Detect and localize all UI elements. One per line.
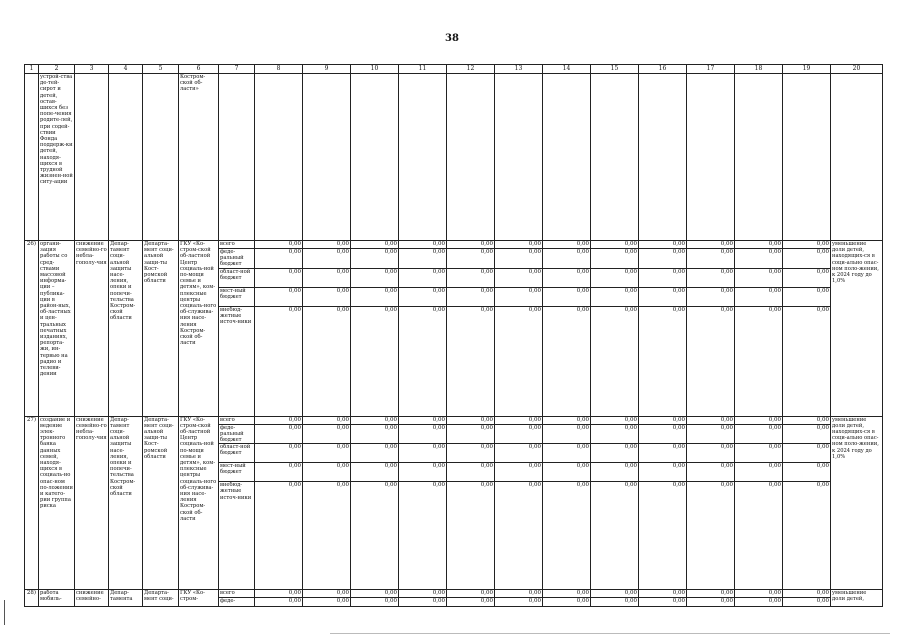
value-cell: 0,00 [255,241,303,249]
value-cell: 0,00 [495,463,543,482]
table-row [25,590,883,598]
value-cell: 0,00 [447,416,495,424]
value-cell: 0,00 [447,249,495,269]
value-cell: 0,00 [783,590,831,598]
value-cell: 0,00 [255,424,303,444]
value-cell: 0,00 [351,268,399,287]
value-cell: 0,00 [639,598,687,607]
value-cell: 0,00 [495,306,543,416]
header-cell: 8 [255,65,303,74]
value-cell: 0,00 [783,444,831,463]
value-cell: 0,00 [303,416,351,424]
value-cell: 0,00 [687,249,735,269]
value-cell: 0,00 [255,463,303,482]
value-cell: 0,00 [399,268,447,287]
result-cell: уменьшение доли детей, находящих-ся в соци-ально опас-ном поло-жении, к 2024 году до 1,0% [831,241,883,417]
header-cell: 17 [687,65,735,74]
value-cell: 0,00 [495,287,543,306]
coexecutor-cell: Департа-мент соци-альной защи-ты Кост-ромской области [143,241,179,417]
value-cell: 0,00 [543,241,591,249]
continuation-cell [75,74,109,241]
continuation-cell [639,74,687,241]
executor-cell: Депар-тамента [109,590,143,607]
header-cell: 1 [25,65,39,74]
value-cell: 0,00 [399,306,447,416]
value-cell: 0,00 [543,463,591,482]
header-cell: 11 [399,65,447,74]
funding-source-cell: всего [219,416,255,424]
value-cell: 0,00 [735,241,783,249]
header-cell: 3 [75,65,109,74]
value-cell: 0,00 [591,416,639,424]
organization-cell: ГКУ «Ко-стром-ской об-ластной Центр социаль-ной по-мощи семье и детям», ком-плексные центры социаль-ного об-служива-ния насе-ления Костром-ской об-ласти [179,241,219,417]
header-cell: 4 [109,65,143,74]
value-cell: 0,00 [687,241,735,249]
value-cell: 0,00 [351,249,399,269]
measures-table [24,64,883,607]
coexecutor-cell: Департа-мент соци- [143,590,179,607]
value-cell: 0,00 [447,598,495,607]
value-cell: 0,00 [495,416,543,424]
value-cell: 0,00 [303,444,351,463]
continuation-cell [255,74,303,241]
value-cell: 0,00 [687,268,735,287]
value-cell: 0,00 [399,590,447,598]
value-cell: 0,00 [255,482,303,590]
value-cell: 0,00 [591,424,639,444]
value-cell: 0,00 [735,268,783,287]
value-cell: 0,00 [447,306,495,416]
value-cell: 0,00 [591,463,639,482]
event-cell: органи-зация работы со сред-ствами массовой информа-ции – публика-ции в район-ных, об-ластных и цен-тральных печатных изданиях, репорта-жи, ин-тервью на радио и телеви-дении [39,241,75,417]
scan-margin-mark [4,600,5,625]
value-cell: 0,00 [591,287,639,306]
value-cell: 0,00 [591,598,639,607]
funding-source-cell: внебюд-жетные источ-ники [219,482,255,590]
funding-source-cell: всего [219,241,255,249]
event-cell: создание и ведение элек-тронного банка данных семей, находя-щихся в социаль-но опас-ном по-ложении и катего-рии группа риска [39,416,75,590]
continuation-cell [219,74,255,241]
value-cell: 0,00 [783,249,831,269]
header-cell: 18 [735,65,783,74]
value-cell: 0,00 [351,424,399,444]
value-cell: 0,00 [783,306,831,416]
value-cell: 0,00 [255,306,303,416]
coexecutor-cell: Департа-мент соци-альной защи-ты Кост-ромской области [143,416,179,590]
continuation-cell [25,74,39,241]
value-cell: 0,00 [447,590,495,598]
value-cell: 0,00 [735,306,783,416]
value-cell: 0,00 [495,424,543,444]
executor-cell: Депар-тамент соци-альной защиты насе-ления, опеки и попечи-тельства Костром-ской области [109,416,143,590]
page-number: 38 [445,33,459,44]
continuation-cell: устрой-ства де-тей-сирот и детей, остав-шихся без попе-чения родите-лей, при содей-ствии Фонда поддерж-ки детей, находя-щихся в трудной жизнен-ной ситу-ации [39,74,75,241]
value-cell: 0,00 [495,268,543,287]
value-cell: 0,00 [687,598,735,607]
value-cell: 0,00 [639,241,687,249]
value-cell: 0,00 [399,249,447,269]
value-cell: 0,00 [303,268,351,287]
goal-cell: снижение семейно-го небла-гополу-чия [75,416,109,590]
value-cell: 0,00 [591,268,639,287]
value-cell: 0,00 [639,268,687,287]
continuation-cell [543,74,591,241]
value-cell: 0,00 [543,306,591,416]
value-cell: 0,00 [783,268,831,287]
value-cell: 0,00 [735,416,783,424]
table-row [25,241,883,249]
value-cell: 0,00 [735,249,783,269]
value-cell: 0,00 [255,444,303,463]
value-cell: 0,00 [735,287,783,306]
value-cell: 0,00 [687,482,735,590]
funding-source-cell: област-ной бюджет [219,444,255,463]
value-cell: 0,00 [783,482,831,590]
value-cell: 0,00 [351,482,399,590]
value-cell: 0,00 [303,463,351,482]
value-cell: 0,00 [495,444,543,463]
header-cell: 16 [639,65,687,74]
value-cell: 0,00 [495,241,543,249]
value-cell: 0,00 [543,444,591,463]
value-cell: 0,00 [639,306,687,416]
value-cell: 0,00 [687,590,735,598]
value-cell: 0,00 [351,287,399,306]
value-cell: 0,00 [399,482,447,590]
value-cell: 0,00 [255,287,303,306]
goal-cell: снижение семейно- [75,590,109,607]
value-cell: 0,00 [303,424,351,444]
funding-source-cell: мест-ный бюджет [219,463,255,482]
value-cell: 0,00 [639,590,687,598]
value-cell: 0,00 [447,268,495,287]
header-cell: 14 [543,65,591,74]
header-cell: 13 [495,65,543,74]
value-cell: 0,00 [543,416,591,424]
value-cell: 0,00 [351,590,399,598]
value-cell: 0,00 [591,444,639,463]
value-cell: 0,00 [303,482,351,590]
continuation-cell: Костром-ской об-ласти» [179,74,219,241]
value-cell: 0,00 [399,416,447,424]
value-cell: 0,00 [591,249,639,269]
value-cell: 0,00 [303,241,351,249]
funding-source-cell: всего [219,590,255,598]
value-cell: 0,00 [543,598,591,607]
executor-cell: Депар-тамент соци-альной защиты насе-ления, опеки и попечи-тельства Костром-ской области [109,241,143,417]
value-cell: 0,00 [783,424,831,444]
value-cell: 0,00 [687,463,735,482]
value-cell: 0,00 [447,482,495,590]
continuation-cell [687,74,735,241]
value-cell: 0,00 [351,306,399,416]
funding-source-cell: феде-ральный бюджет [219,249,255,269]
continuation-cell [447,74,495,241]
value-cell: 0,00 [495,249,543,269]
value-cell: 0,00 [735,598,783,607]
value-cell: 0,00 [639,249,687,269]
header-row [25,65,883,74]
value-cell: 0,00 [591,306,639,416]
value-cell: 0,00 [351,241,399,249]
continuation-cell [399,74,447,241]
funding-source-cell: внебюд-жетные источ-ники [219,306,255,416]
header-cell: 20 [831,65,883,74]
header-cell: 10 [351,65,399,74]
header-cell: 5 [143,65,179,74]
value-cell: 0,00 [303,249,351,269]
organization-cell: ГКУ «Ко-стром-ской об-ластной Центр социаль-ной по-мощи семье и детям», ком-плексные центры социаль-ного об-служива-ния насе-ления Костром-ской об-ласти [179,416,219,590]
header-cell: 9 [303,65,351,74]
row-number: 28) [25,590,39,607]
value-cell: 0,00 [543,268,591,287]
value-cell: 0,00 [351,463,399,482]
header-cell: 12 [447,65,495,74]
value-cell: 0,00 [543,249,591,269]
goal-cell: снижение семейно-го небла-гополу-чия [75,241,109,417]
value-cell: 0,00 [735,482,783,590]
value-cell: 0,00 [495,590,543,598]
value-cell: 0,00 [399,463,447,482]
value-cell: 0,00 [783,416,831,424]
value-cell: 0,00 [639,287,687,306]
value-cell: 0,00 [687,444,735,463]
value-cell: 0,00 [447,463,495,482]
value-cell: 0,00 [783,241,831,249]
header-cell: 2 [39,65,75,74]
continuation-cell [591,74,639,241]
value-cell: 0,00 [687,424,735,444]
value-cell: 0,00 [399,598,447,607]
value-cell: 0,00 [495,482,543,590]
value-cell: 0,00 [543,482,591,590]
value-cell: 0,00 [255,598,303,607]
value-cell: 0,00 [735,463,783,482]
value-cell: 0,00 [303,287,351,306]
value-cell: 0,00 [255,590,303,598]
value-cell: 0,00 [687,306,735,416]
funding-source-cell: мест-ный бюджет [219,287,255,306]
value-cell: 0,00 [639,482,687,590]
value-cell: 0,00 [735,590,783,598]
funding-source-cell: феде- [219,598,255,607]
value-cell: 0,00 [735,424,783,444]
value-cell: 0,00 [255,249,303,269]
value-cell: 0,00 [543,590,591,598]
value-cell: 0,00 [447,444,495,463]
value-cell: 0,00 [351,444,399,463]
value-cell: 0,00 [543,424,591,444]
value-cell: 0,00 [783,287,831,306]
event-cell: работа мобиль- [39,590,75,607]
continuation-cell [831,74,883,241]
header-cell: 15 [591,65,639,74]
value-cell: 0,00 [591,482,639,590]
row-number: 26) [25,241,39,417]
funding-source-cell: област-ной бюджет [219,268,255,287]
value-cell: 0,00 [447,287,495,306]
value-cell: 0,00 [255,268,303,287]
continuation-cell [351,74,399,241]
value-cell: 0,00 [303,306,351,416]
continuation-cell [143,74,179,241]
result-cell: уменьшение доли детей, находящих-ся в соци-ально опас-ном поло-жении, к 2024 году до 1,0% [831,416,883,590]
value-cell: 0,00 [687,287,735,306]
continuation-row [25,74,883,241]
continuation-cell [303,74,351,241]
header-cell: 19 [783,65,831,74]
table-row [25,416,883,424]
header-cell: 7 [219,65,255,74]
continuation-cell [735,74,783,241]
value-cell: 0,00 [399,241,447,249]
value-cell: 0,00 [639,424,687,444]
value-cell: 0,00 [639,444,687,463]
value-cell: 0,00 [687,416,735,424]
result-cell: уменьшение доли детей, [831,590,883,607]
value-cell: 0,00 [639,416,687,424]
continuation-cell [109,74,143,241]
value-cell: 0,00 [543,287,591,306]
value-cell: 0,00 [495,598,543,607]
value-cell: 0,00 [639,463,687,482]
value-cell: 0,00 [399,287,447,306]
value-cell: 0,00 [399,424,447,444]
value-cell: 0,00 [447,424,495,444]
funding-source-cell: феде-ральный бюджет [219,424,255,444]
value-cell: 0,00 [351,598,399,607]
value-cell: 0,00 [303,598,351,607]
value-cell: 0,00 [591,241,639,249]
header-cell: 6 [179,65,219,74]
scan-bottom-line [330,633,890,634]
value-cell: 0,00 [447,241,495,249]
continuation-cell [783,74,831,241]
organization-cell: ГКУ «Ко-стром- [179,590,219,607]
value-cell: 0,00 [351,416,399,424]
value-cell: 0,00 [783,598,831,607]
row-number: 27) [25,416,39,590]
value-cell: 0,00 [303,590,351,598]
value-cell: 0,00 [399,444,447,463]
value-cell: 0,00 [783,463,831,482]
value-cell: 0,00 [255,416,303,424]
continuation-cell [495,74,543,241]
value-cell: 0,00 [735,444,783,463]
value-cell: 0,00 [591,590,639,598]
